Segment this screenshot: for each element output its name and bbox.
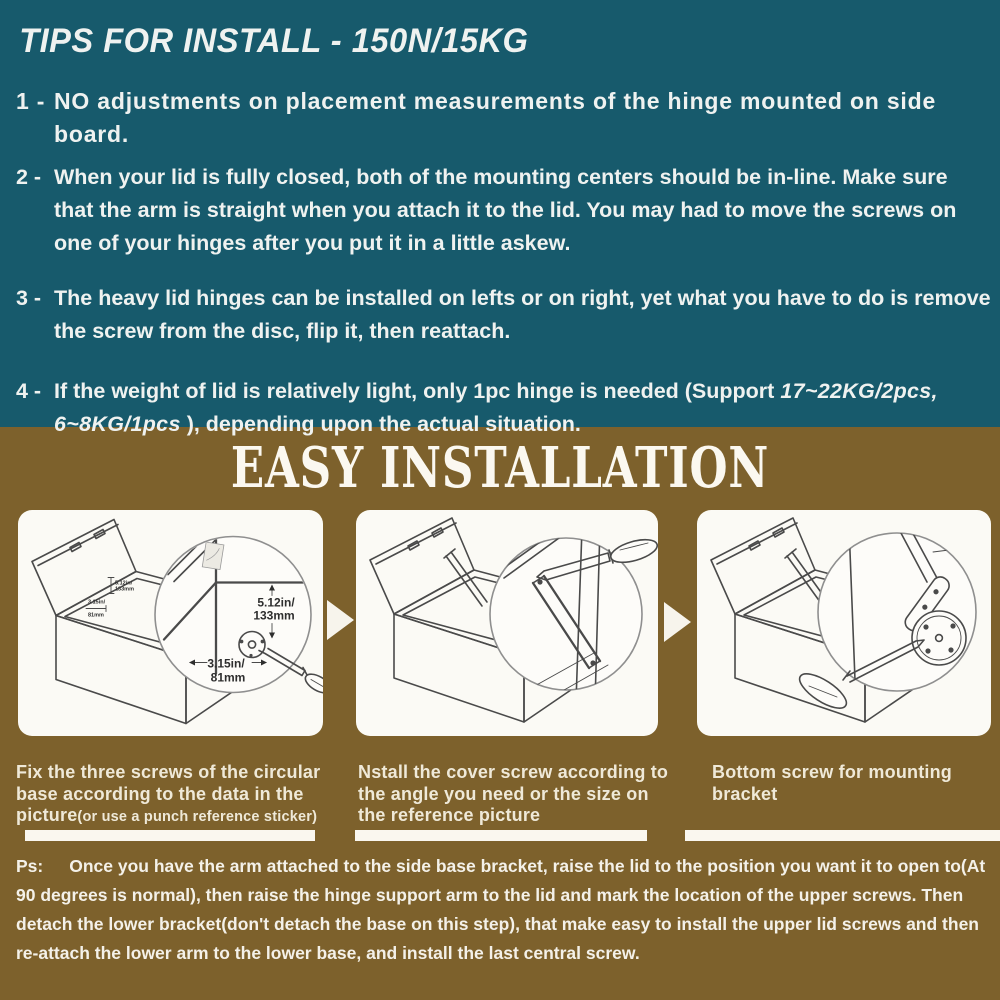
tiny-dim-h-line1: 3.15in/ [88,599,106,606]
dim-vertical-line2: 133mm [253,608,295,623]
tip-item-1 [16,85,992,151]
next-step-arrow-icon [664,602,691,642]
tiny-dim-v-line1: 5.12in/ [115,580,133,587]
step2-illustration [356,510,658,736]
bottom-screw-diagram [697,510,991,736]
dim-horizontal-line1: 3.15in/ [207,656,245,671]
tip-number: 4 - [16,379,42,403]
step1-illustration [18,510,323,736]
caption-underline [685,830,1000,841]
tip-number: 1 - [16,88,46,114]
reference-sticker [202,542,224,570]
tip-text-pre: If the weight of lid is relatively light, only 1pc hinge is needed (Support [54,379,775,403]
tiny-dim-v-line2: 133mm [115,586,134,593]
ps-text: Once you have the arm attached to the side base bracket, raise the lid to the position you want it to open to(At 90 degrees is normal), then raise the hinge support arm to the lid and mark the location of the upper screws. Then detach the lower bracket(don't detach the base on this step), that make easy to install the upper lid screws and then re-attach the lower arm to the lower base, and install the last central screw. [16,856,986,963]
tip-text-weights: 17~22KG/2pcs, 6~8KG/1pcs [54,379,938,436]
next-step-arrow-icon [327,600,354,640]
section-heading: EASY INSTALLATION [230,435,770,501]
box-base-drilling-diagram [18,510,323,736]
tip-text: NO adjustments on placement measurements of the hinge mounted on side board. [54,88,937,147]
tips-section [0,0,1000,436]
circular-base-disc [912,611,966,665]
ps-label: Ps: [16,856,44,876]
ps-note [16,852,988,968]
caption-underline [355,830,647,841]
tip-number: 2 - [16,165,42,189]
step2-caption [358,762,672,829]
dim-vertical-line1: 5.12in/ [257,595,295,610]
tip-text: The heavy lid hinges can be installed on lefts or on right, yet what you have to do is remove the screw from the disc, flip it, then reattach. [54,286,991,343]
step3-caption [712,762,974,807]
caption-main: Nstall the cover screw according to the angle you need or the size on the reference picture [358,762,669,825]
tiny-dim-h-line2: 81mm [88,612,104,619]
circular-base-disc [239,632,265,658]
caption-main: Fix the three screws of the circular base according to the data in the picture [16,762,321,825]
step3-illustration [697,510,991,736]
tip-number: 3 - [16,286,42,310]
step1-caption [16,762,364,829]
tiny-dimension-labels [86,578,134,619]
caption-main: Bottom screw for mounting bracket [712,762,952,804]
tip-text: When your lid is fully closed, both of the mounting centers should be in-line. Make sure that the arm is straight when you attach it to the lid. You may had to move the screws on one of your hinges after you put it in a little askew. [54,165,957,255]
caption-small: (or use a punch reference sticker) [77,809,318,825]
caption-underline [25,830,315,841]
magnifier-circle [818,533,976,691]
tip-item-2 [16,161,992,260]
tips-list [0,85,1000,441]
dim-horizontal-line2: 81mm [210,670,246,685]
tip-item-3 [16,282,992,348]
cover-screw-diagram [356,510,658,736]
tip-text-post: ), depending upon the actual situation. [186,412,581,436]
page-title: TIPS FOR INSTALL - 150N/15KG [19,22,529,60]
